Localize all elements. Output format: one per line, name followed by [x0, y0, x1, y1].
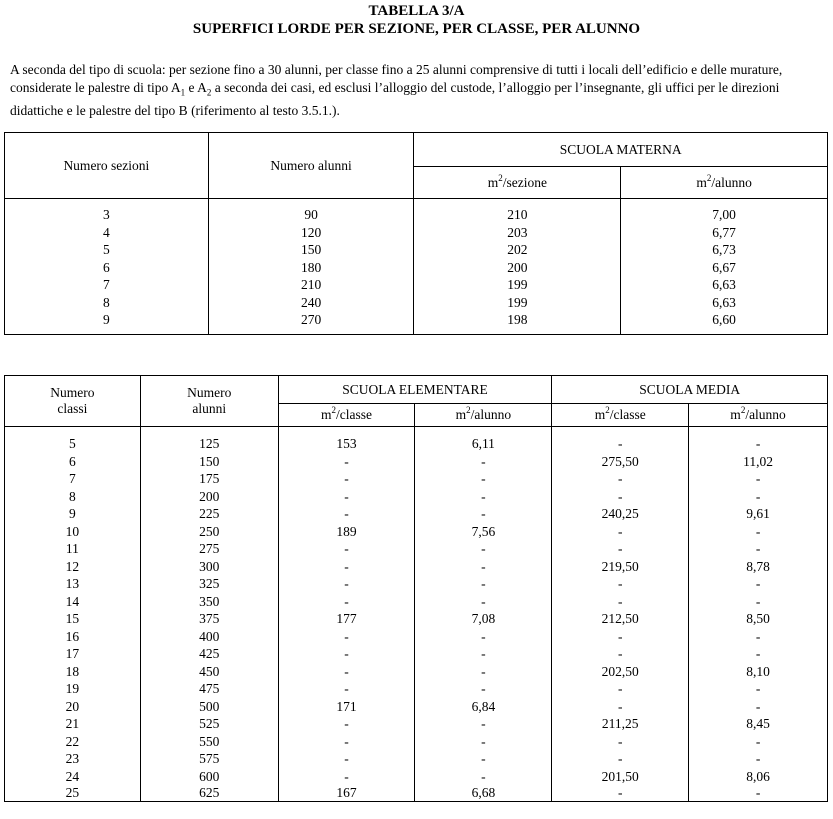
table-cell: 5 — [5, 241, 209, 259]
table-row — [5, 663, 828, 681]
header-elem-m2-alunno: $m^2$/alunno — [415, 404, 552, 427]
table-cell: - — [415, 750, 552, 768]
table-cell: 15 — [5, 610, 141, 628]
table-row — [5, 540, 828, 558]
table-cell: 4 — [5, 224, 209, 242]
table-cell: 11,02 — [689, 453, 828, 471]
intro-text-2: e A — [185, 79, 207, 95]
table-cell: 240 — [208, 294, 414, 312]
table-cell: - — [552, 540, 689, 558]
table-cell: 275 — [140, 540, 278, 558]
table-cell: - — [278, 558, 415, 576]
table-cell: 17 — [5, 645, 141, 663]
table-cell: - — [415, 715, 552, 733]
table-cell: 175 — [140, 470, 278, 488]
table-cell: - — [415, 680, 552, 698]
table-cell: 203 — [414, 224, 621, 242]
intro-text-1: A seconda del tipo di scuola: per sezione fino a 30 alunni, per classe fino a 25 alunni comprensive di tutti i locali dell’edificio e delle murature, considerate le palestre di tipo A — [10, 62, 783, 95]
table-cell: 500 — [140, 698, 278, 716]
table-cell: - — [552, 523, 689, 541]
table-cell: 6,68 — [415, 785, 552, 802]
table-cell: 5 — [5, 427, 141, 453]
table-cell: - — [278, 453, 415, 471]
table-cell: - — [415, 768, 552, 786]
table-cell: 425 — [140, 645, 278, 663]
table-cell: - — [415, 575, 552, 593]
table-cell: - — [552, 575, 689, 593]
table-cell: 8,50 — [689, 610, 828, 628]
table-cell: - — [278, 593, 415, 611]
table-row — [5, 645, 828, 663]
table-cell: - — [689, 540, 828, 558]
table-cell: 153 — [278, 427, 415, 453]
table-cell: - — [552, 698, 689, 716]
table-cell: 200 — [414, 259, 621, 277]
table-cell: 575 — [140, 750, 278, 768]
table-row — [5, 715, 828, 733]
table-cell: 200 — [140, 488, 278, 506]
table-row — [5, 488, 828, 506]
table-cell: 7 — [5, 470, 141, 488]
table-cell: 8 — [5, 294, 209, 312]
table-cell: 9,61 — [689, 505, 828, 523]
table-cell: 8 — [5, 488, 141, 506]
header-numero-alunni: Numero alunni — [208, 133, 414, 199]
table-row — [5, 733, 828, 751]
table-cell: - — [552, 733, 689, 751]
table-cell: - — [689, 785, 828, 802]
table-cell: - — [415, 558, 552, 576]
table-cell: 450 — [140, 663, 278, 681]
table-cell: 150 — [140, 453, 278, 471]
table-cell: - — [415, 505, 552, 523]
table-cell: 11 — [5, 540, 141, 558]
table-cell: - — [415, 593, 552, 611]
table-cell: - — [689, 523, 828, 541]
table-row — [5, 505, 828, 523]
table-cell: 525 — [140, 715, 278, 733]
table-cell: - — [552, 427, 689, 453]
header-numero-classi: Numero classi — [5, 376, 141, 427]
table-cell: - — [278, 575, 415, 593]
intro-sub-2: 2 — [206, 87, 212, 98]
table-cell: 3 — [5, 199, 209, 224]
table-cell: 6,67 — [621, 259, 828, 277]
table-cell: - — [552, 750, 689, 768]
table-cell: 21 — [5, 715, 141, 733]
table-cell: 23 — [5, 750, 141, 768]
table-cell: - — [415, 540, 552, 558]
intro-paragraph — [10, 61, 828, 119]
table-cell: 22 — [5, 733, 141, 751]
table-row — [5, 593, 828, 611]
table-cell: 199 — [414, 294, 621, 312]
table-cell: 180 — [208, 259, 414, 277]
table-cell: 12 — [5, 558, 141, 576]
table-cell: 400 — [140, 628, 278, 646]
header-m2-alunno: $m^2$/alunno — [621, 167, 828, 199]
table-cell: - — [415, 733, 552, 751]
table-cell: - — [689, 680, 828, 698]
table-cell: - — [415, 453, 552, 471]
table-cell: 14 — [5, 593, 141, 611]
table-cell: - — [552, 785, 689, 802]
header-numero-alunni-2: Numero alunni — [140, 376, 278, 427]
header-numero-sezioni: Numero sezioni — [5, 133, 209, 199]
table-row — [5, 276, 828, 294]
table-row — [5, 453, 828, 471]
table-cell: 7 — [5, 276, 209, 294]
table-cell: 6,73 — [621, 241, 828, 259]
table-cell: 325 — [140, 575, 278, 593]
table-row — [5, 698, 828, 716]
table-cell: - — [689, 733, 828, 751]
table-cell: 211,25 — [552, 715, 689, 733]
table-cell: - — [278, 750, 415, 768]
table-cell: 7,00 — [621, 199, 828, 224]
table-cell: - — [689, 427, 828, 453]
table-cell: - — [552, 680, 689, 698]
table-row — [5, 575, 828, 593]
table-cell: - — [689, 575, 828, 593]
table-cell: 600 — [140, 768, 278, 786]
header-media-m2-classe: $m^2$/classe — [552, 404, 689, 427]
table-cell: - — [278, 470, 415, 488]
table-cell: - — [278, 768, 415, 786]
table-cell: 120 — [208, 224, 414, 242]
table-cell: 16 — [5, 628, 141, 646]
table-cell: - — [552, 645, 689, 663]
table-row — [5, 628, 828, 646]
table-cell: - — [278, 628, 415, 646]
table-cell: - — [689, 645, 828, 663]
table-cell: 275,50 — [552, 453, 689, 471]
table-cell: 219,50 — [552, 558, 689, 576]
table-cell: 6,11 — [415, 427, 552, 453]
table-cell: 202,50 — [552, 663, 689, 681]
table-row — [5, 294, 828, 312]
table-cell: - — [278, 680, 415, 698]
table-cell: - — [278, 645, 415, 663]
header-elem-m2-classe: $m^2$/classe — [278, 404, 415, 427]
table-cell: - — [415, 663, 552, 681]
table-cell: 8,45 — [689, 715, 828, 733]
table-row — [5, 768, 828, 786]
table-cell: - — [552, 470, 689, 488]
table-cell: 167 — [278, 785, 415, 802]
table-cell: - — [689, 470, 828, 488]
table-cell: 625 — [140, 785, 278, 802]
table-row — [5, 523, 828, 541]
table-cell: - — [552, 593, 689, 611]
table-cell: 177 — [278, 610, 415, 628]
table-cell: - — [415, 628, 552, 646]
table-cell: 250 — [140, 523, 278, 541]
table-cell: - — [278, 488, 415, 506]
table-row — [5, 199, 828, 224]
table-row — [5, 224, 828, 242]
table-subtitle: SUPERFICI LORDE PER SEZIONE, PER CLASSE, PER ALUNNO — [192, 21, 641, 37]
table-cell: 210 — [208, 276, 414, 294]
table-cell: 198 — [414, 311, 621, 334]
table-cell: 6,63 — [621, 276, 828, 294]
table-cell: 6 — [5, 259, 209, 277]
table-cell: 150 — [208, 241, 414, 259]
header-scuola-media: SCUOLA MEDIA — [552, 376, 828, 404]
table-cell: 202 — [414, 241, 621, 259]
table-cell: 7,56 — [415, 523, 552, 541]
table-cell: - — [552, 628, 689, 646]
table-cell: - — [689, 698, 828, 716]
table-cell: - — [278, 505, 415, 523]
table-cell: 25 — [5, 785, 141, 802]
header-scuola-elementare: SCUOLA ELEMENTARE — [278, 376, 552, 404]
table-cell: 475 — [140, 680, 278, 698]
table-cell: 8,78 — [689, 558, 828, 576]
table-cell: 6,84 — [415, 698, 552, 716]
table-cell: 6,63 — [621, 294, 828, 312]
table-cell: 6,60 — [621, 311, 828, 334]
table-cell: - — [689, 750, 828, 768]
table-cell: 201,50 — [552, 768, 689, 786]
table-cell: 210 — [414, 199, 621, 224]
table-row — [5, 241, 828, 259]
table-cell: 125 — [140, 427, 278, 453]
table-cell: 189 — [278, 523, 415, 541]
scuola-materna-table — [4, 132, 828, 335]
header-m2-sezione: $m^2$/sezione — [414, 167, 621, 199]
table-row — [5, 470, 828, 488]
table-cell: 10 — [5, 523, 141, 541]
table-cell: 24 — [5, 768, 141, 786]
intro-sub-1: 1 — [180, 87, 186, 98]
table-cell: - — [689, 628, 828, 646]
table-cell: 550 — [140, 733, 278, 751]
table-cell: - — [689, 488, 828, 506]
table-cell: 171 — [278, 698, 415, 716]
table-cell: - — [415, 488, 552, 506]
table-row — [5, 785, 828, 802]
table-cell: 350 — [140, 593, 278, 611]
table-cell: 9 — [5, 505, 141, 523]
table-cell: 375 — [140, 610, 278, 628]
table-cell: 20 — [5, 698, 141, 716]
table-cell: 13 — [5, 575, 141, 593]
table-cell: 212,50 — [552, 610, 689, 628]
table-cell: - — [278, 540, 415, 558]
table-cell: 8,10 — [689, 663, 828, 681]
table-cell: 225 — [140, 505, 278, 523]
table-row — [5, 610, 828, 628]
table-cell: 90 — [208, 199, 414, 224]
table-cell: 18 — [5, 663, 141, 681]
table-cell: - — [278, 663, 415, 681]
table-cell: - — [415, 645, 552, 663]
table-row — [5, 427, 828, 453]
table-cell: 270 — [208, 311, 414, 334]
table-row — [5, 750, 828, 768]
table-cell: - — [278, 715, 415, 733]
table-row — [5, 259, 828, 277]
header-scuola-materna: SCUOLA MATERNA — [414, 133, 828, 167]
table-cell: 6,77 — [621, 224, 828, 242]
scuola-elementare-media-table — [4, 375, 828, 802]
table-cell: - — [552, 488, 689, 506]
header-media-m2-alunno: $m^2$/alunno — [689, 404, 828, 427]
table-cell: 8,06 — [689, 768, 828, 786]
table-row — [5, 680, 828, 698]
table-cell: 240,25 — [552, 505, 689, 523]
table-row — [5, 558, 828, 576]
table-title: TABELLA 3/A — [368, 3, 465, 19]
table-cell: 199 — [414, 276, 621, 294]
table-row — [5, 311, 828, 334]
table-cell: 19 — [5, 680, 141, 698]
table-cell: 300 — [140, 558, 278, 576]
table-cell: - — [415, 470, 552, 488]
intro-text-3: a seconda dei casi, ed esclusi l’alloggio del custode, l’alloggio per l’insegnante, gli uffici per le direzioni didattiche e le palestre del tipo B (riferimento al testo 3.5.1.). — [10, 79, 780, 118]
table-cell: - — [278, 733, 415, 751]
table-cell: - — [689, 593, 828, 611]
table-cell: 9 — [5, 311, 209, 334]
table-cell: 6 — [5, 453, 141, 471]
table-cell: 7,08 — [415, 610, 552, 628]
